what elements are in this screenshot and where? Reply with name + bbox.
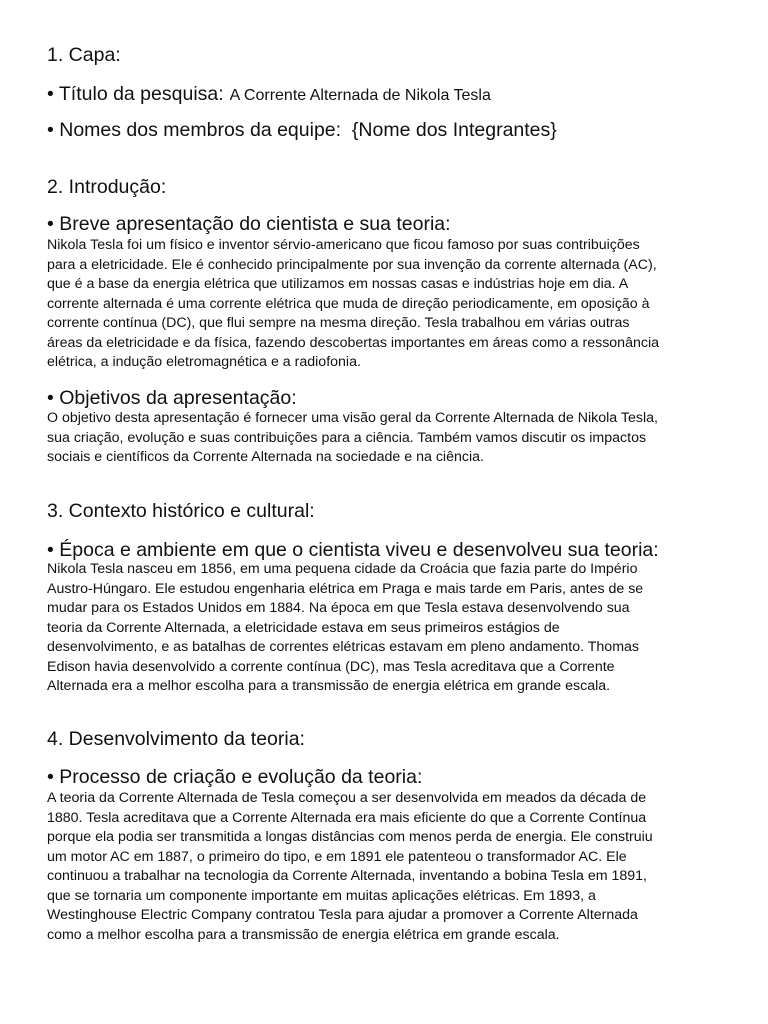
- context-paragraph-era: [47, 560, 727, 697]
- paragraph-line: Alternada era a melhor escolha para a transmissão de energia elétrica em grande escala.: [47, 678, 611, 694]
- paragraph-line: desenvolvimento, e as batalhas de correntes elétricas estavam em pleno andamento. Thomas: [47, 639, 640, 655]
- paragraph-line: áreas da eletricidade e da física, fazendo descobertas importantes em áreas como a ressonância: [47, 334, 659, 351]
- paragraph-line: para a eletricidade. Ele é conhecido principalmente por sua invenção da corrente alternada (AC),: [47, 256, 657, 273]
- section-heading-development: 4. Desenvolvimento da teoria:: [47, 728, 305, 750]
- development-paragraph-process: [47, 789, 727, 945]
- paragraph-line: teoria da Corrente Alternada, a eletricidade estava em seus primeiros estágios de: [47, 619, 560, 636]
- paragraph-line: continuou a trabalhar na tecnologia da Corrente Alternada, inventando a bobina Tesla em 1891,: [47, 868, 647, 884]
- research-title-label: • Título da pesquisa:: [47, 83, 224, 105]
- intro-subheading-scientist: • Breve apresentação do cientista e sua teoria:: [47, 213, 451, 235]
- paragraph-line: A teoria da Corrente Alternada de Tesla começou a ser desenvolvida em meados da década de: [47, 790, 647, 806]
- paragraph-line: que é a base da energia elétrica que utilizamos em nossas casas e indústrias hoje em dia. A: [47, 276, 629, 292]
- team-members-line: [47, 118, 557, 142]
- intro-paragraph-scientist: [47, 236, 727, 373]
- research-title-value: A Corrente Alternada de Nikola Tesla: [229, 87, 491, 104]
- section-heading-context: 3. Contexto histórico e cultural:: [47, 500, 315, 522]
- paragraph-line: corrente contínua (DC), que flui sempre na mesma direção. Tesla trabalhou em várias outras: [47, 315, 630, 331]
- intro-paragraph-objectives: [47, 409, 727, 468]
- intro-subheading-objectives: • Objetivos da apresentação:: [47, 387, 297, 409]
- context-subheading-era: • Época e ambiente em que o cientista viveu e desenvolveu sua teoria:: [47, 539, 659, 561]
- paragraph-line: Westinghouse Electric Company contratou Tesla para ajudar a promover a Corrente Alternada: [47, 907, 638, 923]
- paragraph-line: Nikola Tesla foi um físico e inventor sérvio-americano que ficou famoso por suas contribuições: [47, 237, 640, 253]
- team-members-value: {Nome dos Integrantes}: [351, 119, 557, 141]
- paragraph-line: sua criação, evolução e suas contribuições para a ciência. Também vamos discutir os impactos: [47, 429, 647, 446]
- paragraph-line: Austro-Húngaro. Ele estudou engenharia elétrica em Praga e mais tarde em Paris, antes de se: [47, 580, 644, 597]
- paragraph-line: corrente alternada é uma corrente elétrica que muda de direção periodicamente, em oposição à: [47, 295, 650, 312]
- development-subheading-process: • Processo de criação e evolução da teoria:: [47, 766, 423, 788]
- section-heading-cover: 1. Capa:: [47, 44, 121, 66]
- paragraph-line: O objetivo desta apresentação é fornecer uma visão geral da Corrente Alternada de Nikola Tesla,: [47, 410, 658, 426]
- paragraph-line: 1880. Tesla acreditava que a Corrente Alternada era mais eficiente do que a Corrente Contínua: [47, 809, 647, 826]
- paragraph-line: como a melhor escolha para a transmissão de energia elétrica em grande escala.: [47, 926, 560, 943]
- paragraph-line: Nikola Tesla nasceu em 1856, em uma pequena cidade da Croácia que fazia parte do Império: [47, 561, 638, 577]
- paragraph-line: sociais e científicos da Corrente Alternada na sociedade e na ciência.: [47, 449, 484, 465]
- section-heading-intro: 2. Introdução:: [47, 176, 167, 198]
- paragraph-line: um motor AC em 1887, o primeiro do tipo, e em 1891 ele patenteou o transformador AC. Ele: [47, 848, 627, 865]
- paragraph-line: elétrica, a indução eletromagnética e a radiofonia.: [47, 354, 361, 370]
- paragraph-line: Edison havia desenvolvido a corrente contínua (DC), mas Tesla acreditava que a Corrente: [47, 658, 615, 675]
- paragraph-line: mudar para os Estados Unidos em 1884. Na época em que Tesla estava desenvolvendo sua: [47, 600, 630, 616]
- team-members-label: • Nomes dos membros da equipe:: [47, 119, 342, 141]
- paragraph-line: que se tornaria um componente importante em muitas aplicações elétricas. Em 1893, a: [47, 887, 596, 904]
- paragraph-line: porque ela podia ser transmitida a longas distâncias com menos perda de energia. Ele construiu: [47, 829, 653, 845]
- research-title-line: [47, 82, 491, 108]
